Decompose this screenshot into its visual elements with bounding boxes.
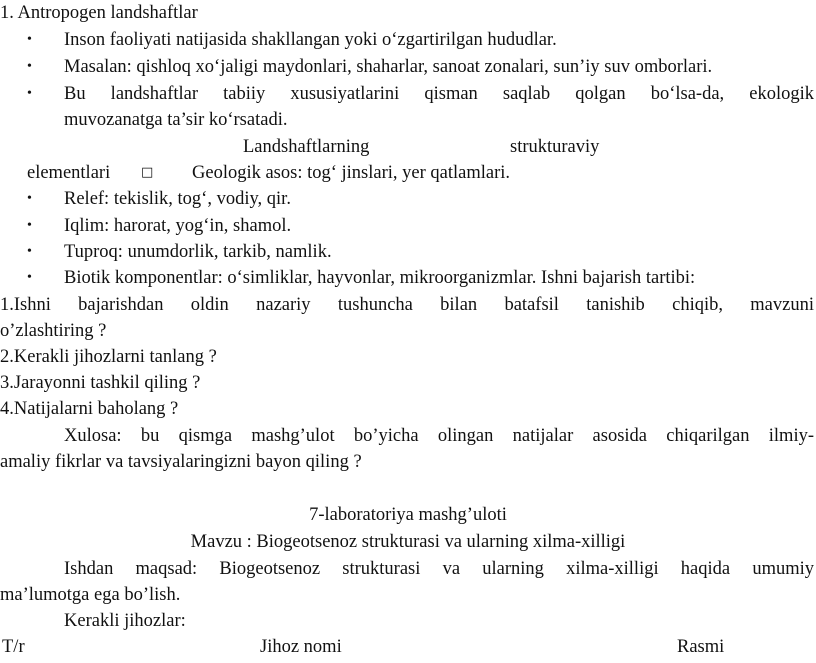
bullet-marker: • [27,86,32,101]
bullet-marker: • [27,191,32,206]
conclusion-paragraph: Xulosa: bu qismga mashg’ulot bo’yicha olingan natijalar asosida chiqarilgan ilmiy- [64,426,814,446]
table-header-name: Jihoz nomi [260,637,342,657]
bullet-marker: • [27,59,32,74]
lab-aim: Ishdan maqsad: Biogeotsenoz strukturasi va ularning xilma-xilligi haqida umumiy [64,559,814,579]
bullet-item: • Masalan: qishloq xo‘jaligi maydonlari, shaharlar, sanoat zonalari, sun’iy suv omborlari. [0,54,816,80]
section-heading: 1. Antropogen landshaftlar [0,3,198,23]
bullet-item: • Iqlim: harorat, yog‘in, shamol. [0,213,816,239]
table-header-image: Rasmi [677,637,725,657]
step-item: 3.Jarayonni tashkil qiling ? [0,373,201,393]
bullet-item: • Relef: tekislik, tog‘, vodiy, qir. [0,186,816,212]
equipment-table-header [0,634,816,660]
lab-aim-continuation: ma’lumotga ega bo’lish. [0,585,181,605]
lab-title: 7-laboratoriya mashg’uloti [309,505,507,525]
bullet-marker: • [27,32,32,47]
bullet-item: • Tuproq: unumdorlik, tarkib, namlik. [0,239,816,265]
bullet-item: • Inson faoliyati natijasida shakllangan yoki o‘zgartirilgan hududlar. [0,27,816,53]
equipment-label: Kerakli jihozlar: [64,611,186,631]
bullet-marker: • [27,218,32,233]
structure-line: elementlari □ Geologik asos: tog‘ jinslari, yer qatlamlari. [0,160,816,186]
step-item: 1.Ishni bajarishdan oldin nazariy tushuncha bilan batafsil tanishib chiqib, mavzuni [0,295,814,315]
step-item: 4.Natijalarni baholang ? [0,399,179,419]
step-continuation: o’zlashtiring ? [0,321,107,341]
lab-topic: Mavzu : Biogeotsenoz strukturasi va ularning xilma-xilligi [190,532,626,552]
bullet-item: • Biotik komponentlar: o‘simliklar, hayvonlar, mikroorganizmlar. Ishni bajarish tartibi: [0,265,816,291]
structure-heading-line: Landshaftlarning strukturaviy [243,137,600,157]
bullet-marker: • [27,244,32,259]
table-header-number: T/r [2,637,25,657]
bullet-continuation: muvozanatga ta’sir ko‘rsatadi. [64,110,288,130]
bullet-item: • Bu landshaftlar tabiiy xususiyatlarini qisman saqlab qolgan bo‘lsa-da, ekologik [0,81,816,107]
bullet-marker: • [27,270,32,285]
conclusion-continuation: amaliy fikrlar va tavsiyalaringizni bayon qiling ? [0,452,362,472]
step-item: 2.Kerakli jihozlarni tanlang ? [0,347,217,367]
missing-glyph-icon: □ [141,165,154,180]
